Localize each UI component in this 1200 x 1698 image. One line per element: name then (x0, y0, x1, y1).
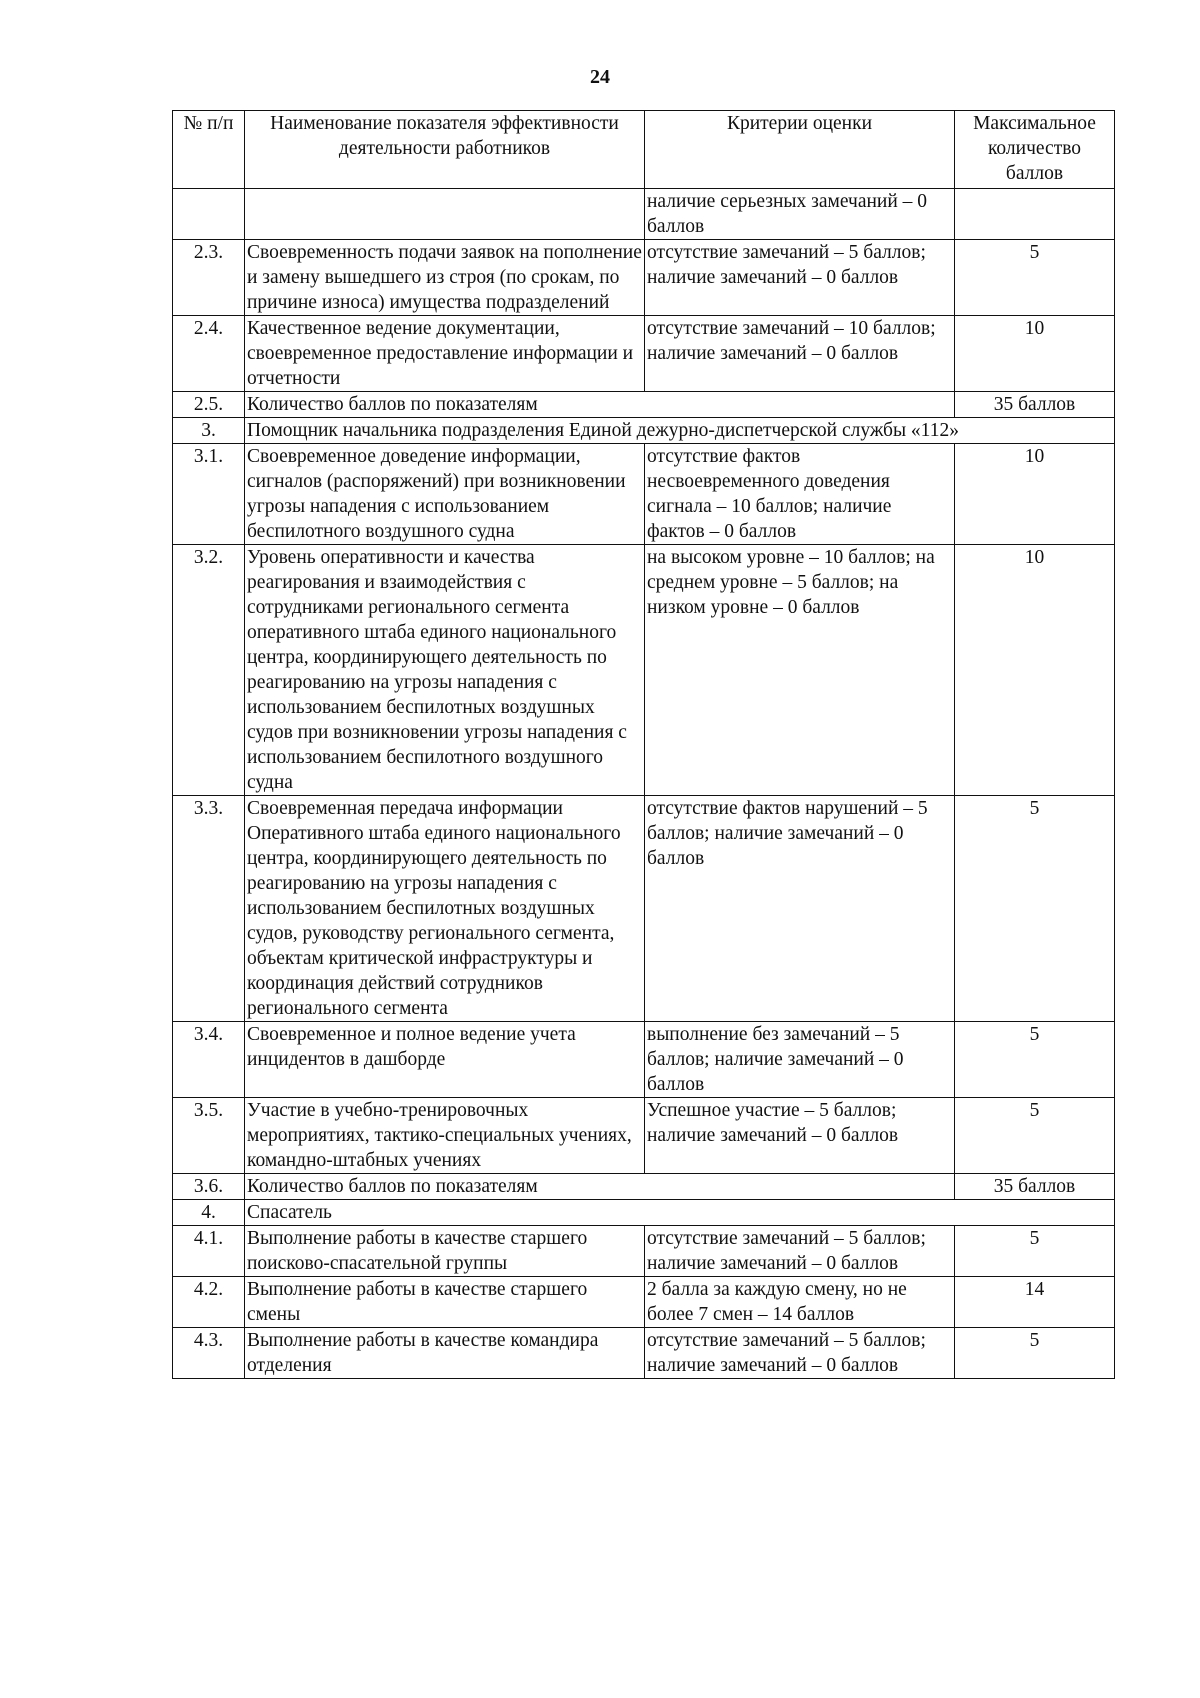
row-max: 5 (955, 1098, 1115, 1174)
row-name: Своевременное и полное ведение учета инцидентов в дашборде (245, 1022, 645, 1098)
table-row (173, 1022, 1115, 1098)
row-num: 2.5. (173, 392, 245, 418)
row-max: 5 (955, 1226, 1115, 1277)
row-num: 3.1. (173, 444, 245, 545)
row-name: Участие в учебно-тренировочных мероприятиях, тактико-специальных учениях, командно-штабных учениях (245, 1098, 645, 1174)
row-num: 4.2. (173, 1277, 245, 1328)
total-value: 35 баллов (955, 1174, 1115, 1200)
row-num: 3.2. (173, 545, 245, 796)
header-num: № п/п (173, 111, 245, 189)
row-name: Выполнение работы в качестве командира отделения (245, 1328, 645, 1379)
row-num: 4.1. (173, 1226, 245, 1277)
row-num: 3.4. (173, 1022, 245, 1098)
row-name: Качественное ведение документации, своевременное предоставление информации и отчетности (245, 316, 645, 392)
page-number: 24 (590, 66, 610, 88)
row-max: 14 (955, 1277, 1115, 1328)
section-row (173, 418, 1115, 444)
row-criteria: Успешное участие – 5 баллов; наличие замечаний – 0 баллов (645, 1098, 955, 1174)
row-max: 5 (955, 1328, 1115, 1379)
table-row (173, 316, 1115, 392)
row-criteria: отсутствие замечаний – 5 баллов; наличие замечаний – 0 баллов (645, 1328, 955, 1379)
section-title: Помощник начальника подразделения Единой дежурно-диспетчерской службы «112» (245, 418, 1115, 444)
table-row (173, 189, 1115, 240)
total-label: Количество баллов по показателям (245, 392, 955, 418)
header-max: Максимальное количество баллов (955, 111, 1115, 189)
row-criteria: отсутствие замечаний – 5 баллов; наличие замечаний – 0 баллов (645, 240, 955, 316)
row-max (955, 189, 1115, 240)
table-row (173, 545, 1115, 796)
table-row (173, 444, 1115, 545)
section-row (173, 1200, 1115, 1226)
row-num: 3.5. (173, 1098, 245, 1174)
table-header-row (173, 111, 1115, 189)
row-max: 5 (955, 1022, 1115, 1098)
row-criteria: 2 балла за каждую смену, но не более 7 смен – 14 баллов (645, 1277, 955, 1328)
row-name: Уровень оперативности и качества реагирования и взаимодействия с сотрудниками регионального сегмента оперативного штаба единого национального центра, координирующего деятельность по реагированию на угрозы нападения с использованием беспилотных воздушных судов при возникновении угрозы нападения с использованием беспилотного воздушного судна (245, 545, 645, 796)
table-row (173, 1277, 1115, 1328)
row-num: 3.3. (173, 796, 245, 1022)
section-num: 3. (173, 418, 245, 444)
row-max: 10 (955, 316, 1115, 392)
row-num: 2.3. (173, 240, 245, 316)
row-max: 5 (955, 796, 1115, 1022)
total-row (173, 1174, 1115, 1200)
row-num: 4.3. (173, 1328, 245, 1379)
table-row (173, 1226, 1115, 1277)
row-name: Своевременность подачи заявок на пополнение и замену вышедшего из строя (по срокам, по причине износа) имущества подразделений (245, 240, 645, 316)
row-name: Своевременное доведение информации, сигналов (распоряжений) при возникновении угрозы нападения с использованием беспилотного воздушного судна (245, 444, 645, 545)
evaluation-table (172, 110, 1115, 1379)
table-row (173, 796, 1115, 1022)
table-row (173, 1328, 1115, 1379)
row-max: 10 (955, 545, 1115, 796)
row-name (245, 189, 645, 240)
section-num: 4. (173, 1200, 245, 1226)
row-name: Выполнение работы в качестве старшего поисково-спасательной группы (245, 1226, 645, 1277)
total-row (173, 392, 1115, 418)
row-criteria: отсутствие замечаний – 10 баллов; наличие замечаний – 0 баллов (645, 316, 955, 392)
header-name: Наименование показателя эффективности деятельности работников (245, 111, 645, 189)
total-value: 35 баллов (955, 392, 1115, 418)
row-criteria: отсутствие фактов нарушений – 5 баллов; наличие замечаний – 0 баллов (645, 796, 955, 1022)
section-title: Спасатель (245, 1200, 1115, 1226)
row-criteria: выполнение без замечаний – 5 баллов; наличие замечаний – 0 баллов (645, 1022, 955, 1098)
row-criteria: наличие серьезных замечаний – 0 баллов (645, 189, 955, 240)
row-name: Своевременная передача информации Оперативного штаба единого национального центра, координирующего деятельность по реагированию на угрозы нападения с использованием беспилотных воздушных судов, руководству регионального сегмента, объектам критической инфраструктуры и координация действий сотрудников регионального сегмента (245, 796, 645, 1022)
row-num: 2.4. (173, 316, 245, 392)
row-criteria: отсутствие фактов несвоевременного доведения сигнала – 10 баллов; наличие фактов – 0 баллов (645, 444, 955, 545)
row-criteria: отсутствие замечаний – 5 баллов; наличие замечаний – 0 баллов (645, 1226, 955, 1277)
row-num: 3.6. (173, 1174, 245, 1200)
table-row (173, 1098, 1115, 1174)
header-criteria: Критерии оценки (645, 111, 955, 189)
row-max: 5 (955, 240, 1115, 316)
row-criteria: на высоком уровне – 10 баллов; на среднем уровне – 5 баллов; на низком уровне – 0 баллов (645, 545, 955, 796)
row-name: Выполнение работы в качестве старшего смены (245, 1277, 645, 1328)
table-row (173, 240, 1115, 316)
row-num (173, 189, 245, 240)
row-max: 10 (955, 444, 1115, 545)
total-label: Количество баллов по показателям (245, 1174, 955, 1200)
